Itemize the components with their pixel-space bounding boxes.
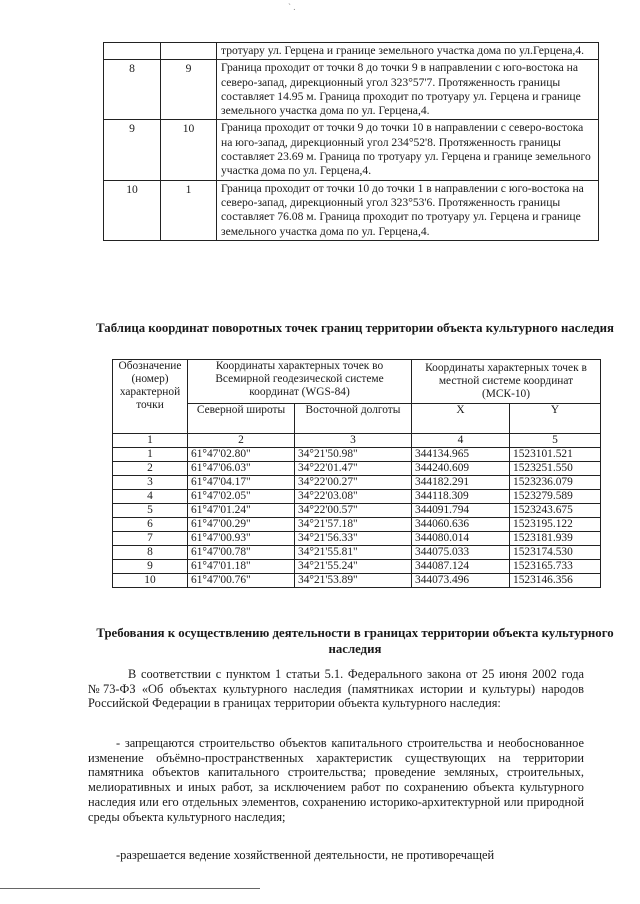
latitude-cell: 61°47'04.17"	[188, 476, 295, 490]
boundary-description: тротуару ул. Герцена и границе земельного участка дома по ул.Герцена,4.	[217, 43, 599, 60]
longitude-cell: 34°21'56.33"	[295, 532, 412, 546]
latitude-cell: 61°47'00.78"	[188, 546, 295, 560]
latitude-cell: 61°47'00.93"	[188, 532, 295, 546]
table-row	[104, 60, 599, 120]
table-row	[113, 504, 601, 518]
table-row	[113, 546, 601, 560]
table-row	[113, 490, 601, 504]
boundary-description: Граница проходит от точки 8 до точки 9 в направлении с юго-востока на северо-запад, дирекционный угол 323°57'7. Протяженность границы составляет 14.95 м. Граница проходит по тротуару ул. Герцена и границе земельного участка дома по ул. Герцена,4.	[217, 60, 599, 120]
table-row	[113, 532, 601, 546]
latitude-cell: 61°47'01.24"	[188, 504, 295, 518]
table-row	[113, 476, 601, 490]
boundary-description-table	[103, 42, 599, 241]
boundary-description: Граница проходит от точки 9 до точки 10 в направлении с северо-востока на юго-запад, дирекционный угол 234°52'8. Протяженность границы составляет 23.69 м. Граница по тротуару ул. Герцена и границе земельного участка дома по ул. Герцена,4.	[217, 120, 599, 180]
y-cell: 1523236.079	[510, 476, 601, 490]
y-cell: 1523181.939	[510, 532, 601, 546]
paragraph-prohibitions: - запрещаются строительство объектов капитального строительства и необоснованное изменение объёмно-пространственных характеристик существующих на территории памятника объектов капитального строительства; проведение земляных, строительных, мелиоративных и иных работ, за исключением работ по сохранению объекта культурного наследия или его отдельных элементов, сохранению историко-архитектурной или природной среды объекта культурного наследия;	[88, 736, 584, 824]
y-cell: 1523146.356	[510, 574, 601, 588]
longitude-cell: 34°21'53.89"	[295, 574, 412, 588]
point-number: 3	[113, 476, 188, 490]
point-from: 9	[104, 120, 161, 180]
point-number: 2	[113, 462, 188, 476]
header-latitude: Северной широты	[188, 404, 295, 434]
header-designation: Обозначение (номер) характерной точки	[113, 360, 188, 434]
column-number-row	[113, 434, 601, 448]
y-cell: 1523279.589	[510, 490, 601, 504]
y-cell: 1523101.521	[510, 448, 601, 462]
point-number: 8	[113, 546, 188, 560]
x-cell: 344087.124	[412, 560, 510, 574]
table-row	[113, 574, 601, 588]
y-cell: 1523251.550	[510, 462, 601, 476]
longitude-cell: 34°22'00.27"	[295, 476, 412, 490]
header-row	[113, 360, 601, 404]
point-number: 9	[113, 560, 188, 574]
longitude-cell: 34°22'00.57"	[295, 504, 412, 518]
header-y: Y	[510, 404, 601, 434]
boundary-description: Граница проходит от точки 10 до точки 1 в направлении с юго-востока на северо-запад, дирекционный угол 323°53'6. Протяженность границы составляет 76.08 м. Граница проходит по тротуару ул. Герцена и границе земельного участка дома по ул. Герцена,4.	[217, 180, 599, 240]
point-to	[161, 43, 217, 60]
point-from	[104, 43, 161, 60]
y-cell: 1523195.122	[510, 518, 601, 532]
x-cell: 344080.014	[412, 532, 510, 546]
longitude-cell: 34°21'50.98"	[295, 448, 412, 462]
table-row	[113, 448, 601, 462]
column-number: 2	[188, 434, 295, 448]
point-from: 8	[104, 60, 161, 120]
header-x: X	[412, 404, 510, 434]
column-number: 3	[295, 434, 412, 448]
longitude-cell: 34°22'01.47"	[295, 462, 412, 476]
latitude-cell: 61°47'02.05"	[188, 490, 295, 504]
point-to: 9	[161, 60, 217, 120]
header-longitude: Восточной долготы	[295, 404, 412, 434]
y-cell: 1523243.675	[510, 504, 601, 518]
paragraph-legal-basis: В соответствии с пунктом 1 статьи 5.1. Федерального закона от 25 июня 2002 года №73-ФЗ «Об объектах культурного наследия (памятниках истории и культуры) народов Российской Федерации в границах территории объекта культурного наследия:	[88, 667, 584, 711]
point-number: 1	[113, 448, 188, 462]
latitude-cell: 61°47'02.80"	[188, 448, 295, 462]
x-cell: 344075.033	[412, 546, 510, 560]
table-row	[104, 180, 599, 240]
point-number: 7	[113, 532, 188, 546]
table-row	[104, 120, 599, 180]
header-wgs84: Координаты характерных точек во Всемирной геодезической системе координат (WGS-84)	[188, 360, 412, 404]
table-row	[113, 560, 601, 574]
point-to: 10	[161, 120, 217, 180]
table-row	[104, 43, 599, 60]
y-cell: 1523174.530	[510, 546, 601, 560]
column-number: 5	[510, 434, 601, 448]
table-row	[113, 518, 601, 532]
x-cell: 344060.636	[412, 518, 510, 532]
point-number: 6	[113, 518, 188, 532]
x-cell: 344240.609	[412, 462, 510, 476]
x-cell: 344182.291	[412, 476, 510, 490]
coordinates-table	[112, 359, 601, 588]
x-cell: 344091.794	[412, 504, 510, 518]
column-number: 1	[113, 434, 188, 448]
footer-divider	[0, 888, 260, 889]
longitude-cell: 34°22'03.08"	[295, 490, 412, 504]
latitude-cell: 61°47'00.29"	[188, 518, 295, 532]
point-number: 10	[113, 574, 188, 588]
y-cell: 1523165.733	[510, 560, 601, 574]
point-to: 1	[161, 180, 217, 240]
x-cell: 344118.309	[412, 490, 510, 504]
header-msk10: Координаты характерных точек в местной системе координат (МСК-10)	[412, 360, 601, 404]
paragraph-permissions: -разрешается ведение хозяйственной деятельности, не противоречащей	[116, 848, 495, 862]
point-number: 5	[113, 504, 188, 518]
requirements-title: Требования к осуществлению деятельности в границах территории объекта культурного наследия	[96, 626, 614, 656]
longitude-cell: 34°21'57.18"	[295, 518, 412, 532]
latitude-cell: 61°47'00.76"	[188, 574, 295, 588]
point-number: 4	[113, 490, 188, 504]
column-number: 4	[412, 434, 510, 448]
longitude-cell: 34°21'55.81"	[295, 546, 412, 560]
coordinates-table-title: Таблица координат поворотных точек границ территории объекта культурного наследия	[96, 321, 614, 335]
x-cell: 344134.965	[412, 448, 510, 462]
latitude-cell: 61°47'06.03"	[188, 462, 295, 476]
x-cell: 344073.496	[412, 574, 510, 588]
point-from: 10	[104, 180, 161, 240]
longitude-cell: 34°21'55.24"	[295, 560, 412, 574]
table-row	[113, 462, 601, 476]
latitude-cell: 61°47'01.18"	[188, 560, 295, 574]
scan-mark: ` .	[288, 2, 296, 12]
